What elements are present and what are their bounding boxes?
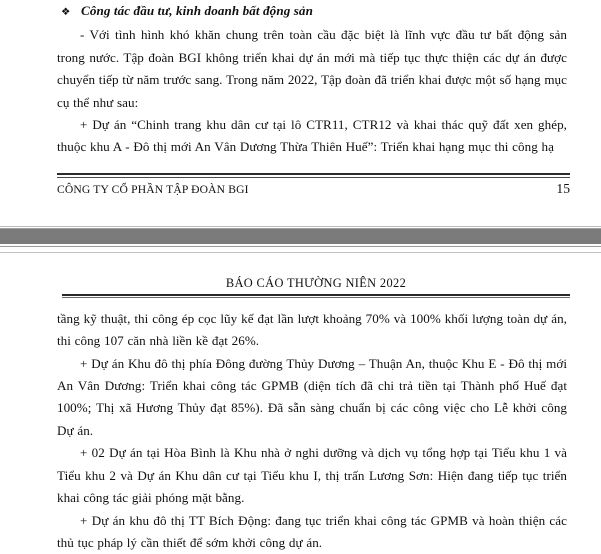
paragraph: + Dự án Khu đô thị phía Đông đường Thủy Dương – Thuận An, thuộc Khu E - Đô thị mới An Vân Dương: Triển khai công tác GPMB (diện tích đã chi trả tiền tại Thành phố Huế đạt 100%; Thị xã Hương Thủy đạt 85%). Đã sẵn sàng chuẩn bị các công việc cho Lễ khởi công Dự án. — [57, 353, 567, 443]
footer-company-name: CÔNG TY CỔ PHẦN TẬP ĐOÀN BGI — [57, 183, 249, 196]
page-edge-line-top — [0, 226, 601, 227]
page-gap-band — [0, 229, 601, 244]
footer-rule-thick — [57, 173, 570, 175]
paragraph: + Dự án “Chinh trang khu dân cư tại lô CTR11, CTR12 và khai thác quỹ đất xen ghép, thuộc khu A - Đô thị mới An Vân Dương Thừa Thiên Huế”: Triển khai hạng mục thi công hạ — [57, 114, 567, 159]
page-1-footer — [0, 173, 601, 197]
running-header-divider — [62, 294, 570, 298]
paragraph: tầng kỹ thuật, thi công ép cọc lũy kế đạt lần lượt khoảng 70% và 100% khối lượng toàn dự án, thi công 107 căn nhà liền kề đạt 26%. — [57, 308, 567, 353]
paragraph: + Dự án khu đô thị TT Bích Động: đang tục triển khai công tác GPMB và hoàn thiện các thủ tục pháp lý cần thiết để sớm khởi công dự án. — [57, 510, 567, 554]
fleuron-bullet-icon: ❖ — [61, 2, 81, 24]
footer-row — [57, 181, 570, 197]
header-rule-thin — [62, 297, 570, 298]
page-2-content — [0, 298, 601, 554]
running-header-title: BÁO CÁO THƯỜNG NIÊN 2022 — [62, 261, 570, 291]
document-page-1 — [0, 0, 601, 197]
section-heading-text: Công tác đầu tư, kinh doanh bất động sản — [81, 0, 313, 22]
page-2-running-header — [0, 261, 601, 298]
footer-rule-thin — [57, 177, 570, 178]
page-break-separator — [0, 197, 601, 261]
document-page-2 — [0, 261, 601, 554]
footer-divider — [57, 173, 570, 178]
paragraph: + 02 Dự án tại Hòa Bình là Khu nhà ở nghi dưỡng và dịch vụ tổng hợp tại Tiểu khu 1 và Tiểu khu 2 và Dự án Khu dân cư tại Tiểu khu I, thị trấn Lương Sơn: Hiện đang tiếp tục triển khai công tác giải phóng mặt bằng. — [57, 442, 567, 509]
page-edge-line-mid — [0, 246, 601, 247]
page-1-content — [0, 0, 601, 159]
footer-page-number: 15 — [556, 181, 570, 197]
paragraph: - Với tình hình khó khăn chung trên toàn cầu đặc biệt là lĩnh vực đầu tư bất động sản trong nước. Tập đoàn BGI không triển khai dự án mới mà tiếp tục thực thiện các dự án được chuyển tiếp từ năm trước sang. Trong năm 2022, Tập đoàn đã triển khai được một số hạng mục cụ thể như sau: — [57, 24, 567, 114]
page-edge-line-bottom — [0, 252, 601, 253]
section-heading — [57, 0, 567, 24]
